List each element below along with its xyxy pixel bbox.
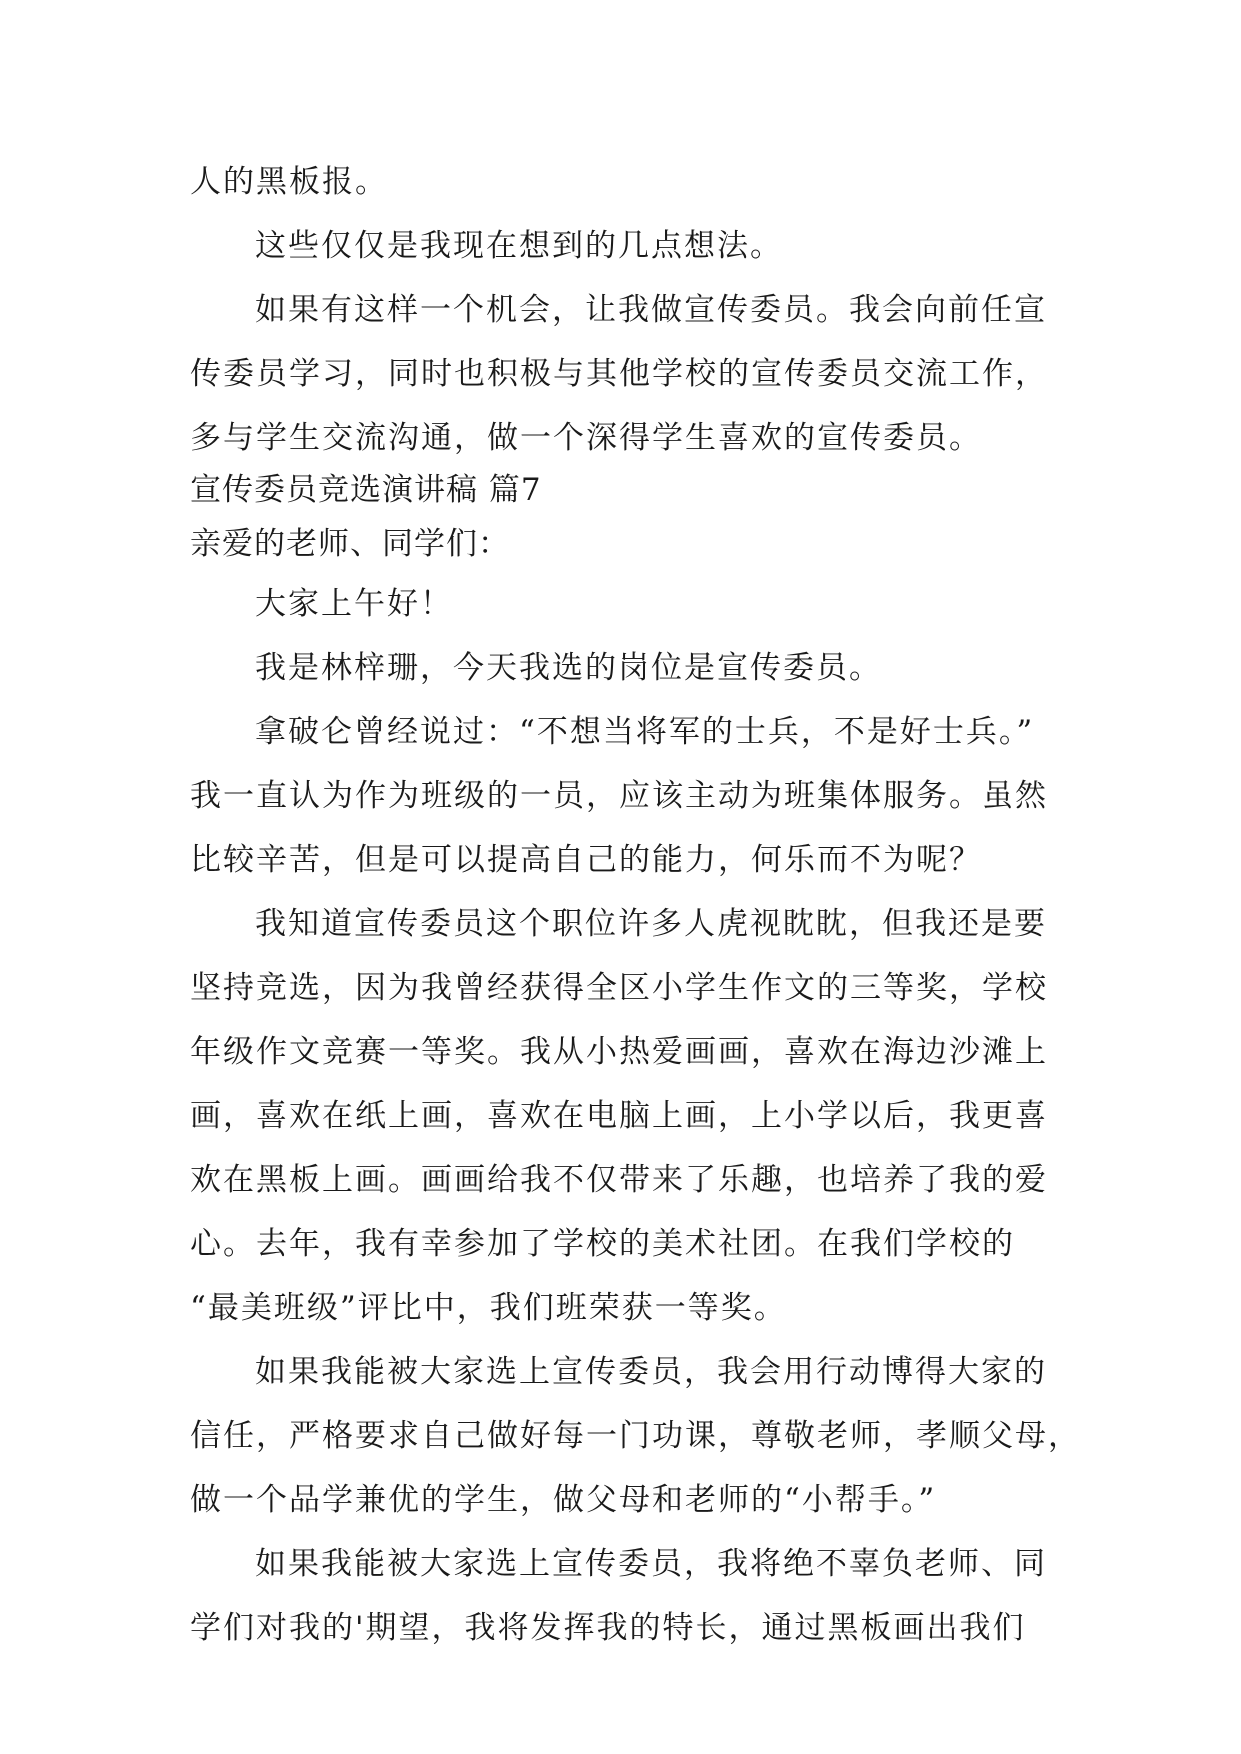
text-line: “最美班级”评比中，我们班荣获一等奖。 xyxy=(190,1290,787,1326)
text-line: 年级作文竞赛一等奖。我从小热爱画画，喜欢在海边沙滩上 xyxy=(190,1034,1048,1070)
text-line: 传委员学习，同时也积极与其他学校的宣传委员交流工作， xyxy=(190,356,1048,392)
text-line: 如果我能被大家选上宣传委员，我会用行动博得大家的 xyxy=(255,1354,1047,1390)
text-line: 这些仅仅是我现在想到的几点想法。 xyxy=(255,228,783,264)
text-line: 学们对我的'期望，我将发挥我的特长，通过黑板画出我们 xyxy=(190,1610,1026,1646)
text-line: 比较辛苦，但是可以提高自己的能力，何乐而不为呢？ xyxy=(190,842,982,878)
text-line: 大家上午好！ xyxy=(255,586,453,622)
text-line: 心。去年，我有幸参加了学校的美术社团。在我们学校的 xyxy=(190,1226,1015,1262)
text-line: 多与学生交流沟通，做一个深得学生喜欢的宣传委员。 xyxy=(190,420,982,456)
text-line: 我知道宣传委员这个职位许多人虎视眈眈，但我还是要 xyxy=(255,906,1047,942)
text-line: 画，喜欢在纸上画，喜欢在电脑上画，上小学以后，我更喜 xyxy=(190,1098,1048,1134)
text-line: 信任，严格要求自己做好每一门功课，尊敬老师，孝顺父母， xyxy=(190,1418,1081,1454)
salutation: 亲爱的老师、同学们： xyxy=(190,526,510,562)
text-line: 拿破仑曾经说过：“不想当将军的士兵，不是好士兵。” xyxy=(255,714,1035,750)
text-line: 人的黑板报。 xyxy=(190,164,388,200)
text-line: 我一直认为作为班级的一员，应该主动为班集体服务。虽然 xyxy=(190,778,1048,814)
text-line: 坚持竞选，因为我曾经获得全区小学生作文的三等奖，学校 xyxy=(190,970,1048,1006)
text-line: 我是林梓珊，今天我选的岗位是宣传委员。 xyxy=(255,650,882,686)
text-line: 欢在黑板上画。画画给我不仅带来了乐趣，也培养了我的爱 xyxy=(190,1162,1048,1198)
text-line: 如果有这样一个机会，让我做宣传委员。我会向前任宣 xyxy=(255,292,1047,328)
text-line: 做一个品学兼优的学生，做父母和老师的“小帮手。” xyxy=(190,1482,937,1518)
text-line: 如果我能被大家选上宣传委员，我将绝不辜负老师、同 xyxy=(255,1546,1047,1582)
section-heading: 宣传委员竞选演讲稿 篇7 xyxy=(190,472,542,508)
